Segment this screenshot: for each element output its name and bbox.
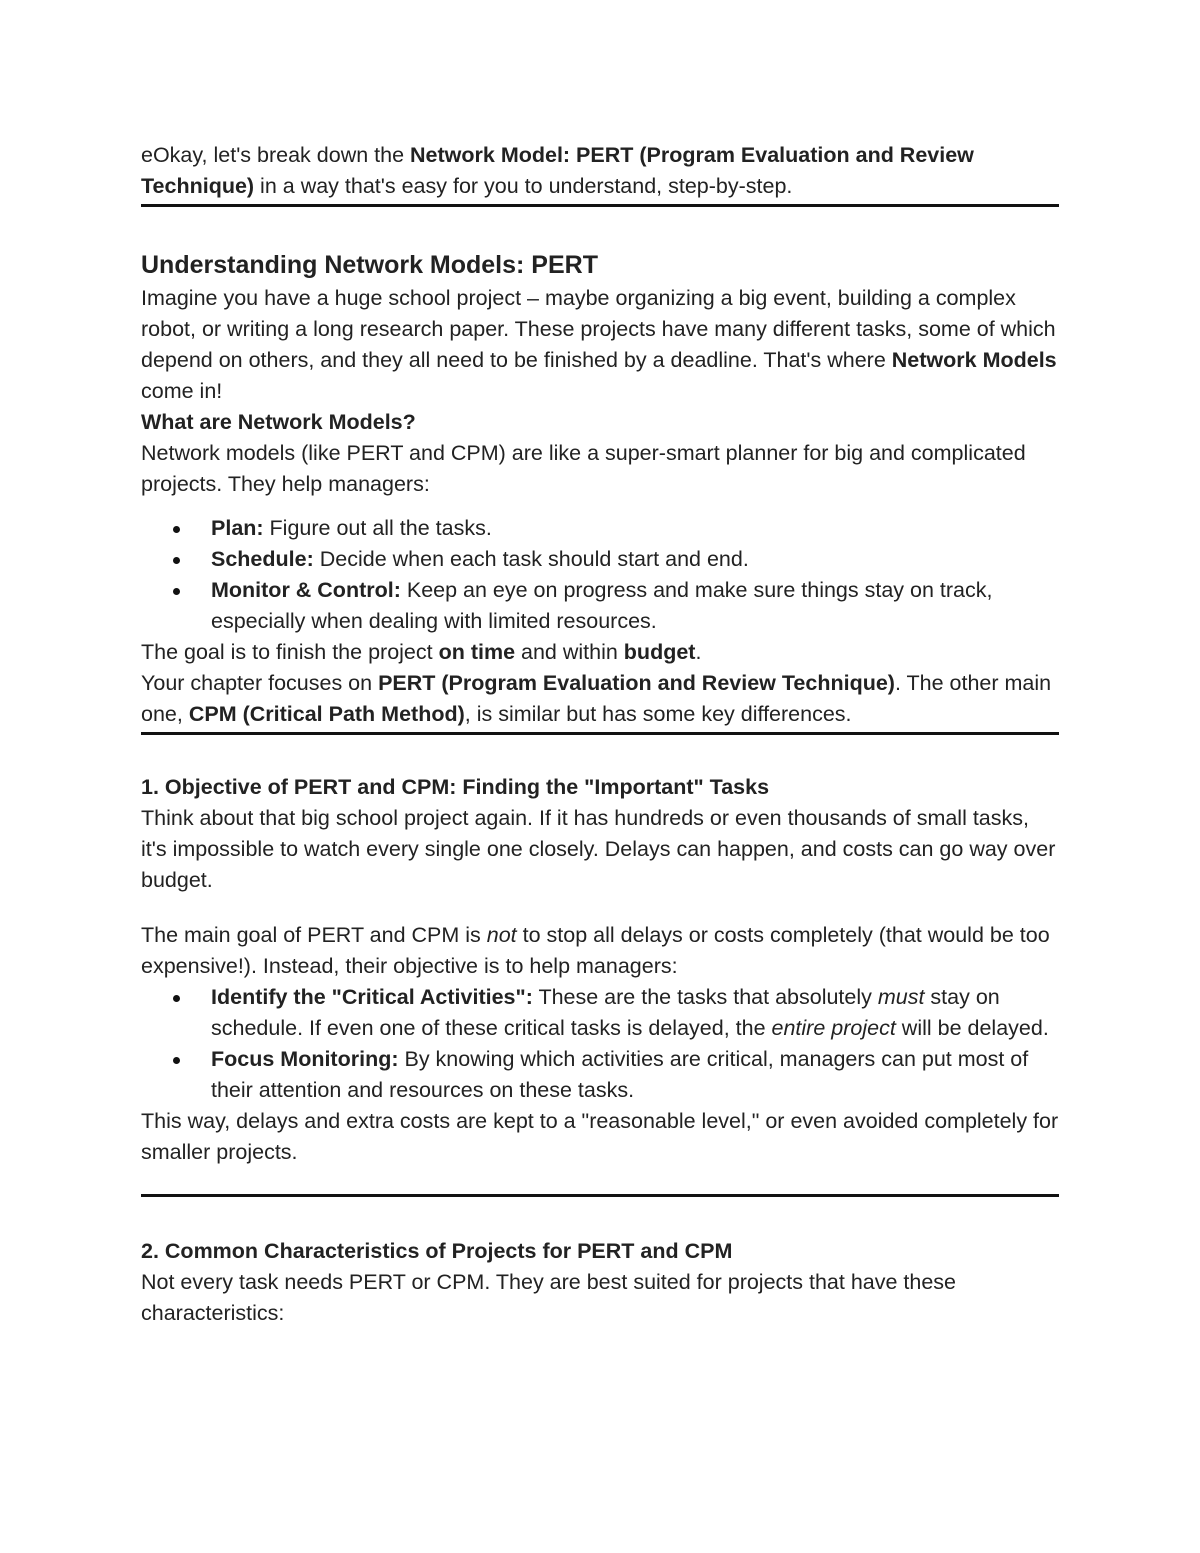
- intro-text-1: eOkay, let's break down the: [141, 143, 411, 167]
- list-item-text: Figure out all the tasks.: [263, 516, 492, 540]
- list-item-label: Plan:: [211, 516, 264, 540]
- list-item: [141, 1044, 1059, 1106]
- intro-paragraph: [141, 140, 1059, 202]
- manager-help-list: [141, 513, 1059, 637]
- para1-text-c: come in!: [141, 379, 223, 403]
- divider-2: [141, 732, 1059, 735]
- subheading-network-models: What are Network Models?: [141, 410, 416, 434]
- chapter-focus-paragraph: [141, 668, 1059, 730]
- list-item: [141, 982, 1059, 1044]
- focus-bold-cpm: CPM (Critical Path Method): [188, 702, 465, 726]
- section-main-paragraph-1: [141, 283, 1059, 407]
- list-item-text: Keep an eye on progress and make sure things stay on track, especially when dealing with limited resources.: [211, 578, 993, 633]
- intro-text-2: in a way that's easy for you to understand, step-by-step.: [254, 174, 793, 198]
- section-main-title: Understanding Network Models: PERT: [141, 251, 598, 279]
- list-item: [141, 575, 1059, 637]
- para1-text-a: Imagine you have a huge school project – maybe organizing a big event, building a complex robot, or writing a long research paper. These projects have many different tasks, some of which depend on others, and they all need to be finished by a deadline. That's where: [141, 286, 1056, 372]
- section-1-paragraph-2: [141, 920, 1059, 982]
- list-item: [141, 513, 1059, 544]
- section-1-title: 1. Objective of PERT and CPM: Finding the "Important" Tasks: [141, 775, 770, 799]
- section-2-title: 2. Common Characteristics of Projects for PERT and CPM: [141, 1239, 733, 1263]
- section-main-paragraph-2: Network models (like PERT and CPM) are like a super-smart planner for big and complicated projects. They help managers:: [141, 441, 1026, 496]
- bullet-icon: [173, 995, 180, 1002]
- divider-1: [141, 204, 1059, 207]
- bullet-icon: [173, 588, 180, 595]
- document-page: [141, 140, 1059, 1329]
- section-1-paragraph-1: Think about that big school project again. If it has hundreds or even thousands of small tasks, it's impossible to watch every single one closely. Delays can happen, and costs can go way over budget.: [141, 806, 1056, 892]
- list-item-italic-entire-project: entire project: [771, 1016, 896, 1040]
- focus-text-c: . The other main one,: [141, 671, 1052, 726]
- list-item-label: Identify the "Critical Activities":: [211, 985, 533, 1009]
- list-item-label: Focus Monitoring:: [211, 1047, 399, 1071]
- s1p2-italic-not: not: [486, 923, 517, 947]
- goal-text-c: and within: [515, 640, 624, 664]
- goal-text-a: The goal is to finish the project: [141, 640, 439, 664]
- list-item-text: These are the tasks that absolutely: [532, 985, 878, 1009]
- list-item-italic-must: must: [877, 985, 925, 1009]
- bullet-icon: [173, 1057, 180, 1064]
- para1-bold: Network Models: [891, 348, 1057, 372]
- list-item-label: Schedule:: [211, 547, 314, 571]
- s1p2-text-c: to stop all delays or costs completely (that would be too expensive!). Instead, their objective is to help managers:: [141, 923, 1050, 978]
- objective-list: [141, 982, 1059, 1106]
- list-item-text: Decide when each task should start and end.: [313, 547, 749, 571]
- s1p2-text-a: The main goal of PERT and CPM is: [141, 923, 487, 947]
- focus-text-e: , is similar but has some key differences.: [464, 702, 852, 726]
- goal-bold-budget: budget: [623, 640, 696, 664]
- bullet-icon: [173, 526, 180, 533]
- list-item-text: stay on schedule. If even one of these critical tasks is delayed, the: [211, 985, 1000, 1040]
- intro-bold: Network Model: PERT (Program Evaluation and Review Technique): [141, 143, 974, 198]
- goal-text-e: .: [695, 640, 702, 664]
- list-item-text: By knowing which activities are critical, managers can put most of their attention and resources on these tasks.: [211, 1047, 1029, 1102]
- list-item-label: Monitor & Control:: [211, 578, 401, 602]
- section-2-paragraph-1: Not every task needs PERT or CPM. They are best suited for projects that have these characteristics:: [141, 1270, 957, 1325]
- goal-paragraph: [141, 637, 1059, 668]
- focus-bold-pert: PERT (Program Evaluation and Review Technique): [378, 671, 895, 695]
- section-1-paragraph-3: This way, delays and extra costs are kept to a "reasonable level," or even avoided completely for smaller projects.: [141, 1109, 1059, 1164]
- bullet-icon: [173, 557, 180, 564]
- divider-3: [141, 1194, 1059, 1197]
- list-item-text: will be delayed.: [895, 1016, 1049, 1040]
- list-item: [141, 544, 1059, 575]
- focus-text-a: Your chapter focuses on: [141, 671, 379, 695]
- goal-bold-on-time: on time: [438, 640, 516, 664]
